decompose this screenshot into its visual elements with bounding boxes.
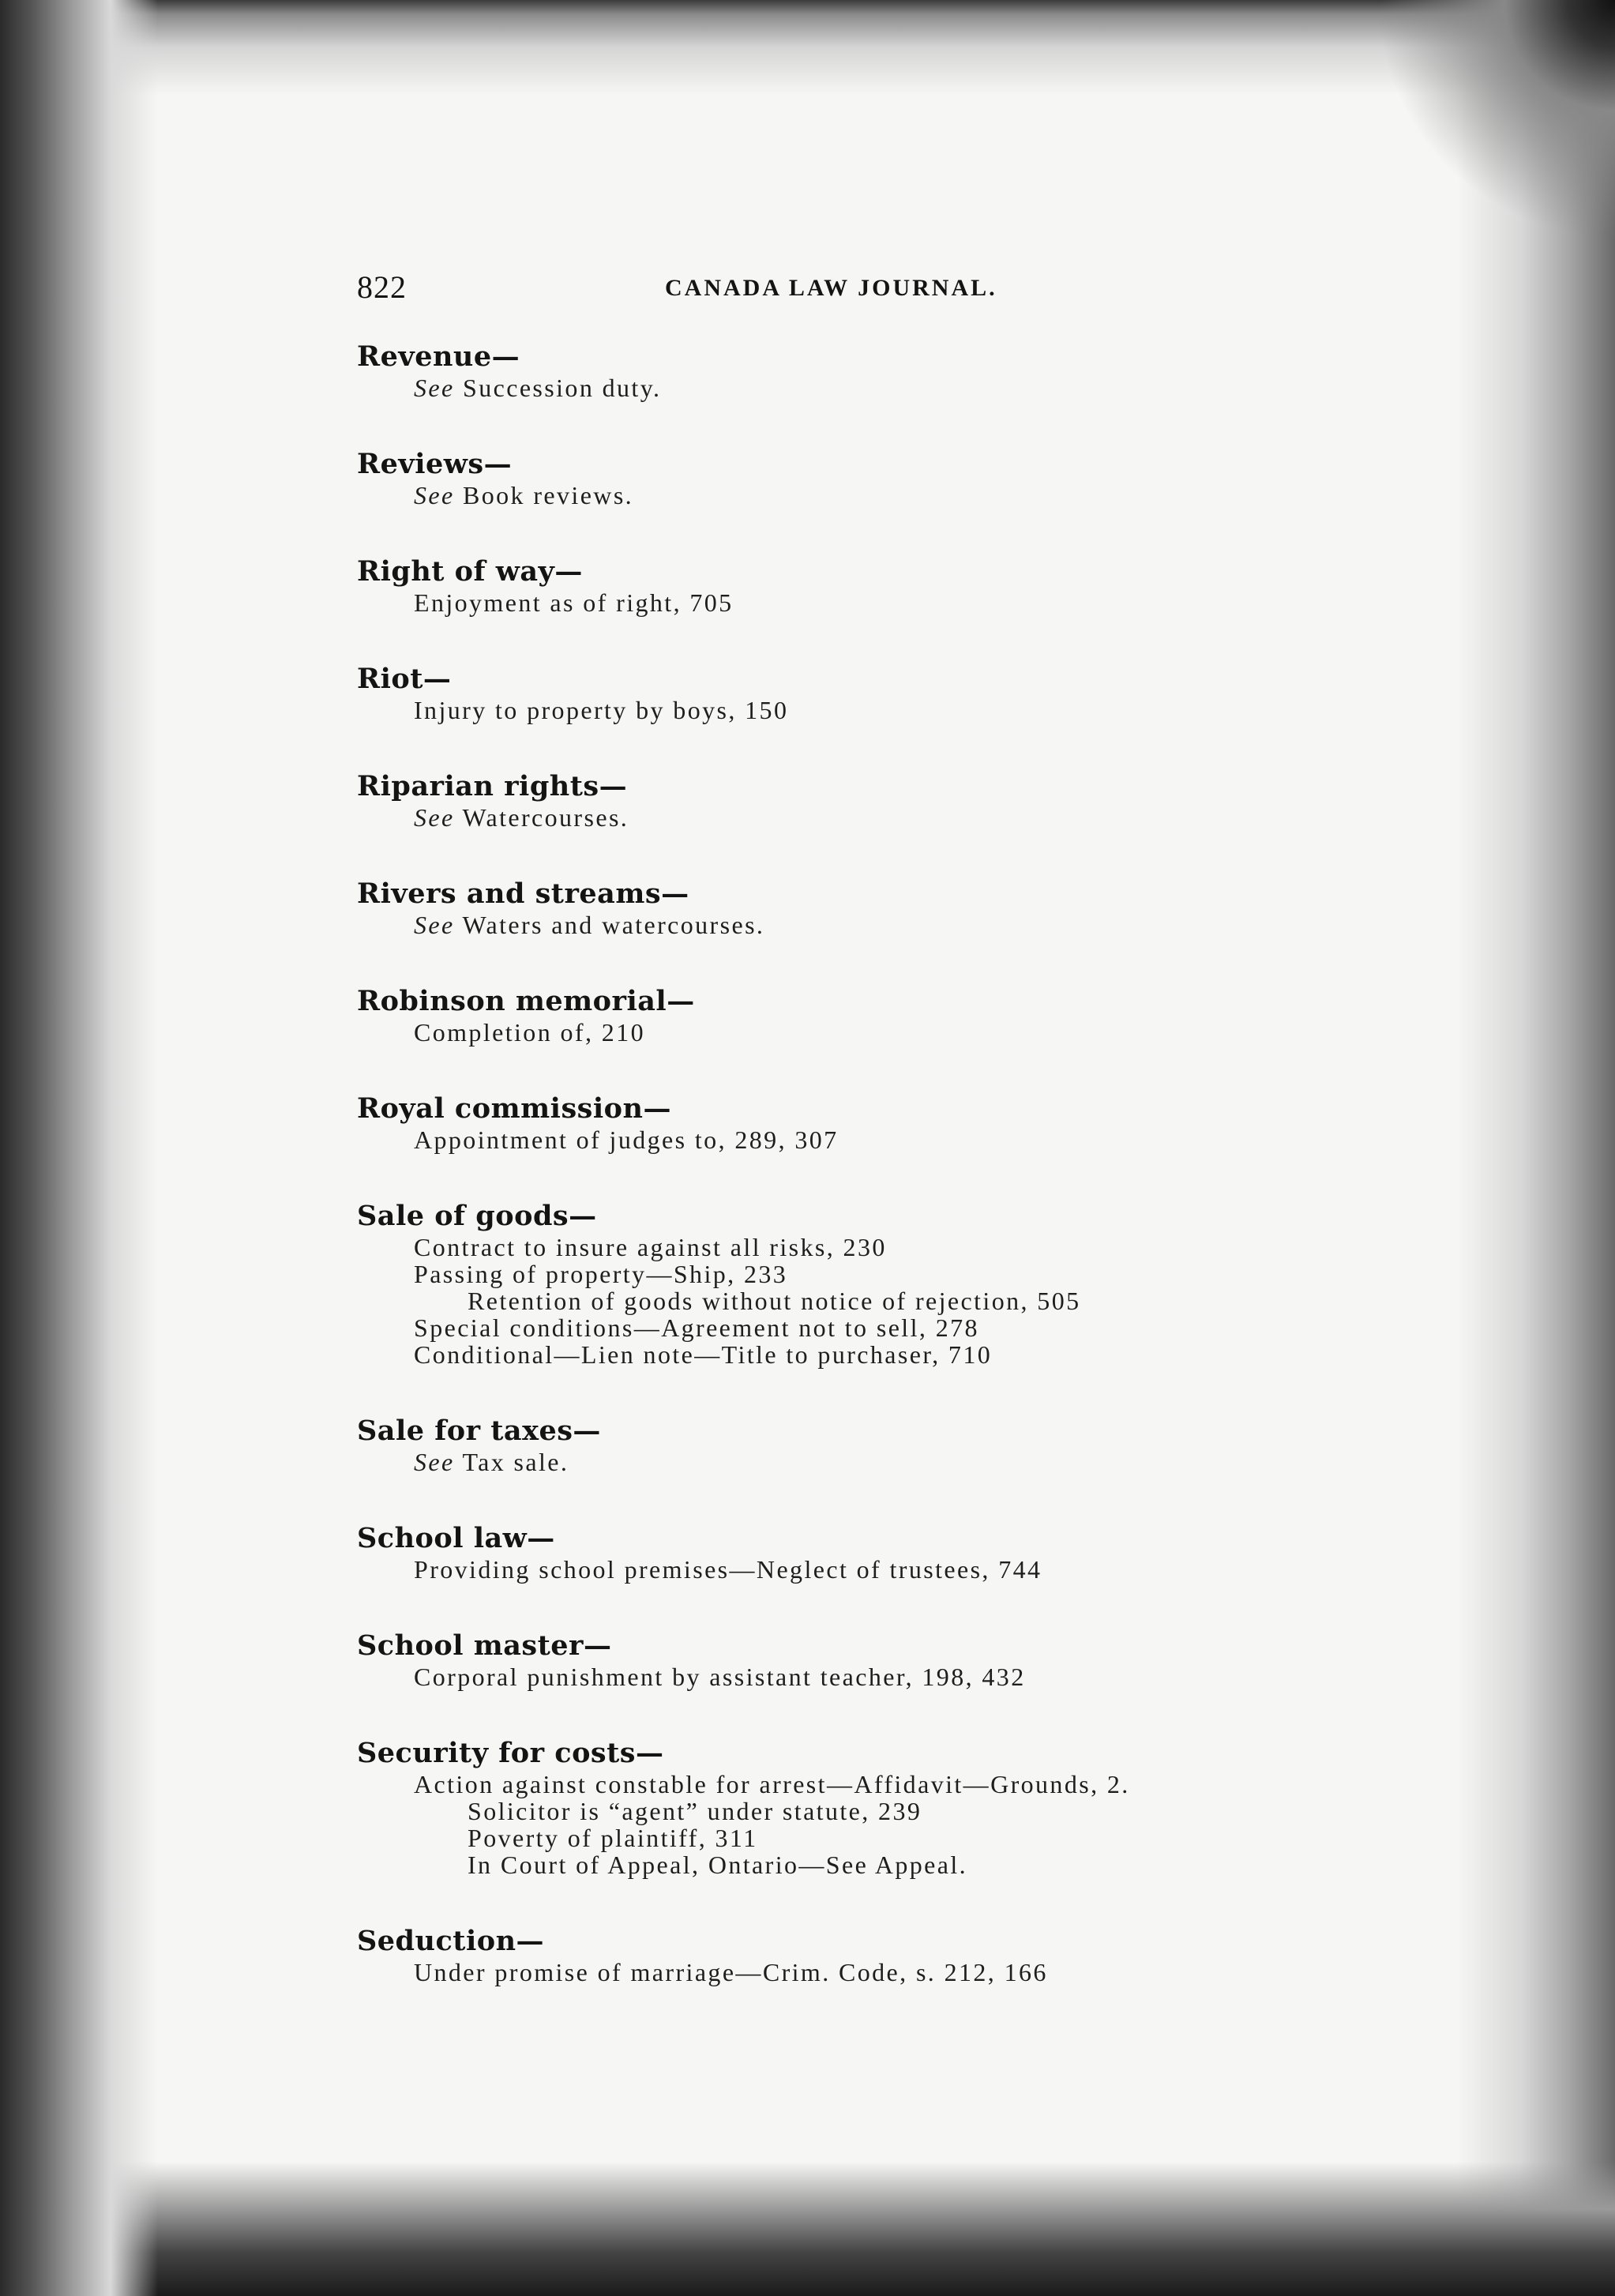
entry-heading: Robinson memorial— <box>357 985 695 1017</box>
index-entry <box>357 662 1289 723</box>
see-prefix: See <box>414 803 455 832</box>
line-text: In Court of Appeal, Ontario—See Appeal. <box>468 1851 968 1879</box>
entry-heading: Revenue— <box>357 340 520 373</box>
line-text: Book reviews. <box>463 481 634 509</box>
entry-heading: Reviews— <box>357 448 513 480</box>
index-entry <box>357 1092 1289 1153</box>
index-entry <box>357 554 1289 616</box>
line-text: Injury to property by boys, 150 <box>414 696 789 724</box>
journal-title: CANADA LAW JOURNAL. <box>665 275 997 301</box>
index-entry <box>357 340 1289 401</box>
line-text: Action against constable for arrest—Affidavit—Grounds, 2. <box>414 1770 1130 1798</box>
see-prefix: See <box>414 1448 455 1476</box>
entry-heading: School law— <box>357 1522 555 1554</box>
line-text: Retention of goods without notice of rejection, 505 <box>468 1287 1081 1315</box>
line-text: Corporal punishment by assistant teacher, 198, 432 <box>414 1663 1026 1691</box>
entry-line <box>357 1663 1289 1690</box>
line-text: Conditional—Lien note—Title to purchaser, 710 <box>414 1340 993 1369</box>
entry-heading: Sale for taxes— <box>357 1415 601 1447</box>
line-text: Poverty of plaintiff, 311 <box>468 1824 758 1852</box>
line-text: Under promise of marriage—Crim. Code, s. 212, 166 <box>414 1958 1048 1986</box>
line-text: Tax sale. <box>462 1448 569 1476</box>
index-entry <box>357 1629 1289 1690</box>
see-prefix: See <box>414 911 455 939</box>
see-prefix: See <box>414 374 455 402</box>
line-text: Completion of, 210 <box>414 1018 645 1047</box>
entry-line <box>357 482 1289 509</box>
entry-line <box>357 589 1289 616</box>
entry-heading: Sale of goods— <box>357 1200 597 1232</box>
index-entry <box>357 447 1289 509</box>
see-prefix: See <box>414 481 455 509</box>
entry-line <box>357 1771 1289 1798</box>
entry-heading: Rivers and streams— <box>357 877 689 910</box>
index-list <box>357 340 1289 2031</box>
index-entry <box>357 1521 1289 1583</box>
entry-line <box>357 1019 1289 1046</box>
index-entry <box>357 769 1289 831</box>
entry-line <box>357 1261 1289 1287</box>
line-text: Special conditions—Agreement not to sell, 278 <box>414 1313 979 1342</box>
index-entry <box>357 1924 1289 1986</box>
entry-line <box>357 1341 1289 1368</box>
line-text: Providing school premises—Neglect of trustees, 744 <box>414 1555 1042 1584</box>
entry-heading: Riparian rights— <box>357 770 628 802</box>
index-entry <box>357 1414 1289 1475</box>
entry-line <box>357 804 1289 831</box>
entry-line <box>357 697 1289 723</box>
index-entry <box>357 877 1289 938</box>
entry-heading: Riot— <box>357 663 452 695</box>
running-head <box>357 269 1241 316</box>
line-text: Enjoyment as of right, 705 <box>414 588 734 617</box>
entry-line <box>357 1449 1289 1475</box>
entry-heading: Seduction— <box>357 1925 545 1957</box>
entry-line <box>357 911 1289 938</box>
entry-line <box>357 1798 1289 1824</box>
entry-line <box>357 1314 1289 1341</box>
index-entry <box>357 1199 1289 1368</box>
entry-line <box>357 1851 1289 1878</box>
line-text: Succession duty. <box>463 374 662 402</box>
index-entry <box>357 984 1289 1046</box>
line-text: Appointment of judges to, 289, 307 <box>414 1125 839 1154</box>
page-number: 822 <box>357 269 407 305</box>
entry-line <box>357 1556 1289 1583</box>
line-text: Passing of property—Ship, 233 <box>414 1260 788 1288</box>
entry-heading: Security for costs— <box>357 1737 664 1769</box>
entry-line <box>357 1126 1289 1153</box>
entry-heading: Right of way— <box>357 555 583 588</box>
line-text: Contract to insure against all risks, 230 <box>414 1233 887 1261</box>
entry-heading: School master— <box>357 1629 612 1662</box>
entry-line <box>357 1287 1289 1314</box>
line-text: Solicitor is “agent” under statute, 239 <box>468 1797 922 1825</box>
line-text: Watercourses. <box>462 803 629 832</box>
entry-line <box>357 1234 1289 1261</box>
index-entry <box>357 1736 1289 1878</box>
entry-line <box>357 1824 1289 1851</box>
entry-line <box>357 1959 1289 1986</box>
line-text: Waters and watercourses. <box>462 911 765 939</box>
entry-heading: Royal commission— <box>357 1092 671 1125</box>
entry-line <box>357 374 1289 401</box>
